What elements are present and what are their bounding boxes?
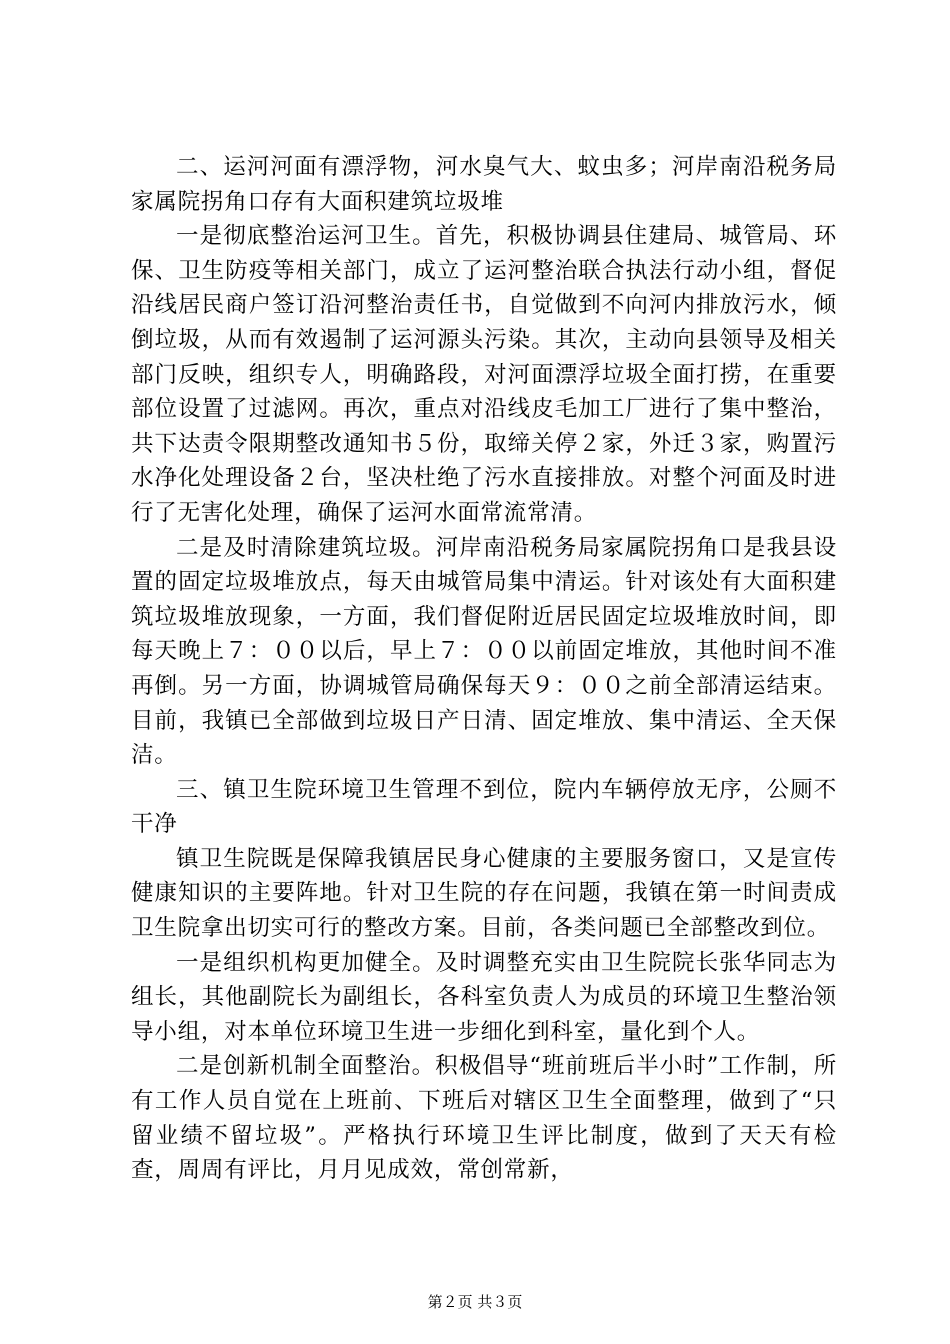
paragraph-mechanism: 二是创新机制全面整治。积极倡导“班前班后半小时”工作制，所有工作人员自觉在上班前、下班后对辖区卫生全面整理，做到了“只留业绩不留垃圾”。严格执行环境卫生评比制度，做到了天天有检查，周周有评比，月月见成效，常创常新， (131, 1053, 837, 1184)
paragraph-section-two-heading: 二、运河河面有漂浮物，河水臭气大、蚊虫多；河岸南沿税务局家属院拐角口存有大面积建筑垃圾堆 (131, 154, 837, 215)
paragraph-health-center-intro: 镇卫生院既是保障我镇居民身心健康的主要服务窗口，又是宣传健康知识的主要阵地。针对卫生院的存在问题，我镇在第一时间责成卫生院拿出切实可行的整改方案。目前，各类问题已全部整改到位。 (131, 845, 837, 942)
document-body (131, 150, 837, 1188)
paragraph-organization: 一是组织机构更加健全。及时调整充实由卫生院院长张华同志为组长，其他副院长为副组长，各科室负责人为成员的环境卫生整治领导小组，对本单位环境卫生进一步细化到科室，量化到个人。 (131, 949, 837, 1045)
paragraph-canal-sanitation: 一是彻底整治运河卫生。首先，积极协调县住建局、城管局、环保、卫生防疫等相关部门，成立了运河整治联合执法行动小组，督促沿线居民商户签订沿河整治责任书，自觉做到不向河内排放污水，倾倒垃圾，从而有效遏制了运河源头污染。其次，主动向县领导及相关部门反映，组织专人，明确路段，对河面漂浮垃圾全面打捞，在重要部位设置了过滤网。再次，重点对沿线皮毛加工厂进行了集中整治，共下达责令限期整改通知书５份，取缔关停２家，外迁３家，购置污水净化处理设备２台，坚决杜绝了污水直接排放。对整个河面及时进行了无害化处理，确保了运河水面常流常清。 (131, 223, 837, 526)
paragraph-section-three-heading: 三、镇卫生院环境卫生管理不到位，院内车辆停放无序，公厕不干净 (131, 776, 837, 838)
paragraph-construction-waste: 二是及时清除建筑垃圾。河岸南沿税务局家属院拐角口是我县设置的固定垃圾堆放点，每天由城管局集中清运。针对该处有大面积建筑垃圾堆放现象，一方面，我们督促附近居民固定垃圾堆放时间，即每天晚上７：００以后，早上７：００以前固定堆放，其他时间不准再倒。另一方面，协调城管局确保每天９：００之前全部清运结束。目前，我镇已全部做到垃圾日产日清、固定堆放、集中清运、全天保洁。 (131, 534, 837, 769)
page-number-footer: 第２页 共３页 (427, 1293, 523, 1311)
